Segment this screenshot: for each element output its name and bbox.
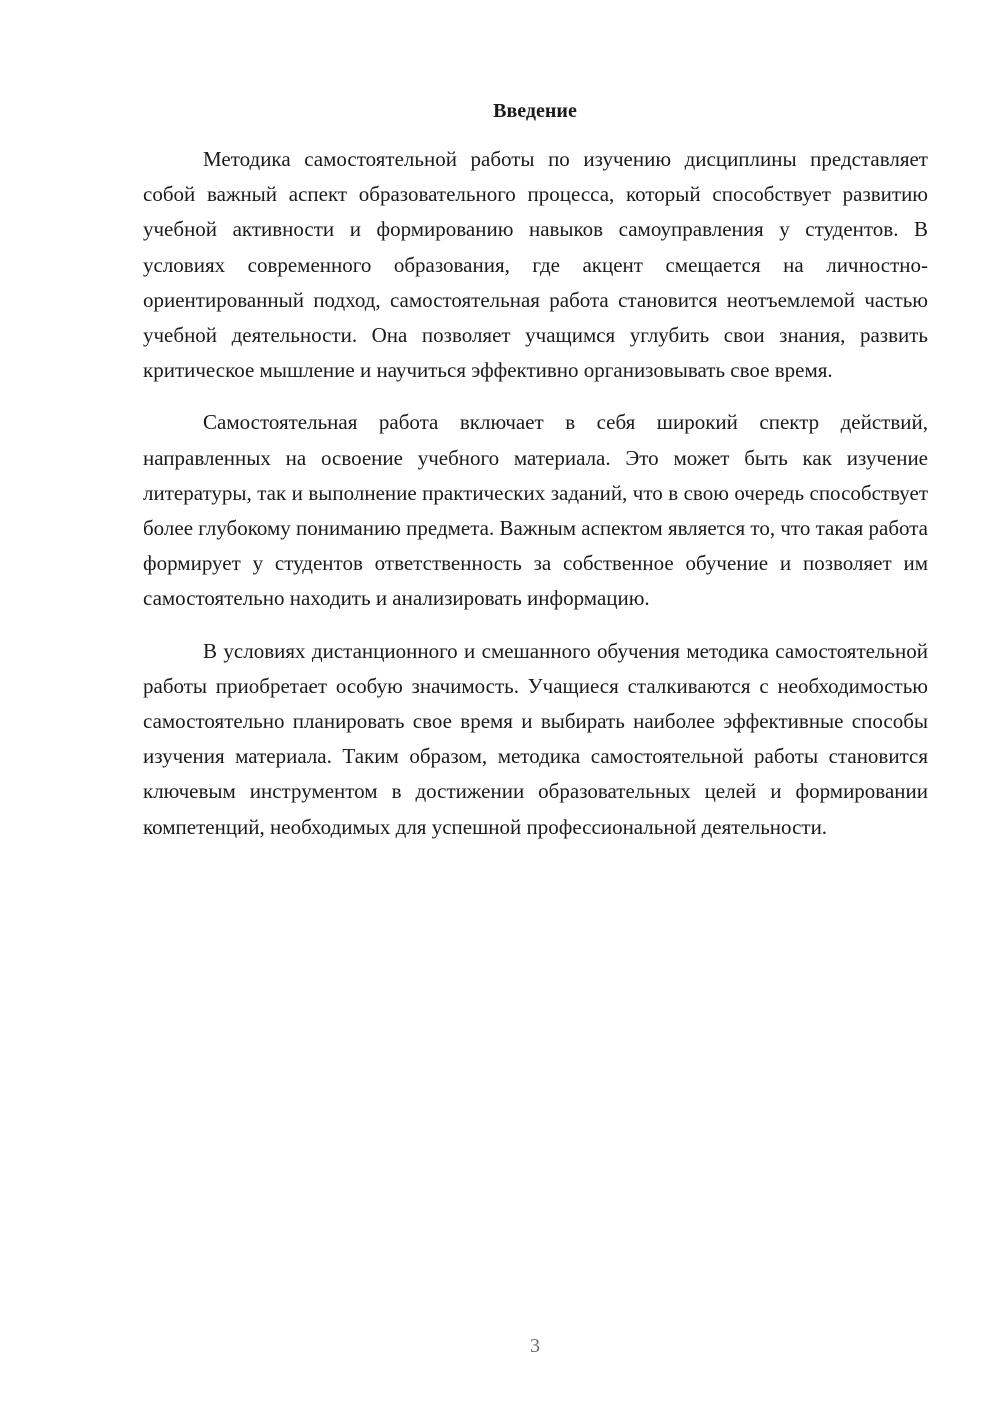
paragraph-3: В условиях дистанционного и смешанного обучения методика самостоятельной работы приобретает особую значимость. Учащиеся сталкиваются с необходимостью самостоятельно планировать свое время и выбирать наиболее эффективные способы изучения материала. Таким образом, методика самостоятельной работы становится ключевым инструментом в достижении образовательных целей и формировании компетенций, необходимых для успешной профессиональной деятельности. bbox=[143, 638, 928, 839]
section-title: Введение bbox=[493, 100, 577, 122]
paragraph-1: Методика самостоятельной работы по изучению дисциплины представляет собой важный аспект образовательного процесса, который способствует развитию учебной активности и формированию навыков самоуправления у студентов. В условиях современного образования, где акцент смещается на личностно-ориентированный подход, самостоятельная работа становится неотъемлемой частью учебной деятельности. Она позволяет учащимся углубить свои знания, развить критическое мышление и научиться эффективно организовывать свое время. bbox=[143, 147, 928, 383]
paragraph-2: Самостоятельная работа включает в себя широкий спектр действий, направленных на освоение учебного материала. Это может быть как изучение литературы, так и выполнение практических заданий, что в свою очередь способствует более глубокому пониманию предмета. Важным аспектом является то, что такая работа формирует у студентов ответственность за собственное обучение и позволяет им самостоятельно находить и анализировать информацию. bbox=[143, 410, 928, 611]
page-number: 3 bbox=[530, 1335, 540, 1357]
body-text bbox=[143, 142, 928, 862]
